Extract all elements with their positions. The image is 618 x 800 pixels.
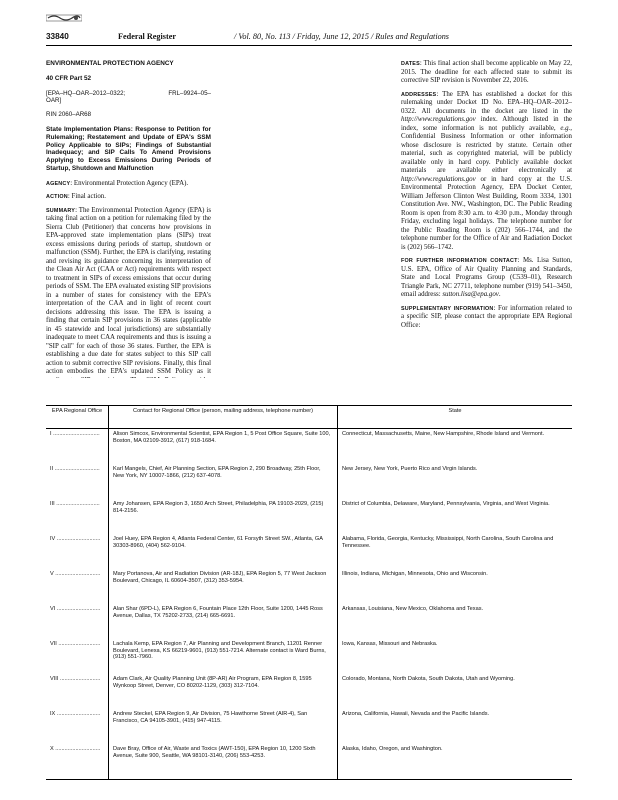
region-cell: I ..............................	[50, 431, 100, 437]
contact-label: FOR FURTHER INFORMATION CONTACT	[401, 258, 518, 264]
federal-register-logo	[46, 12, 82, 24]
contact-cell: Lachala Kemp, EPA Region 7, Air Planning and Development Branch, 11201 Renner Boulevard, Lenexa, KS 66219-9601, (913) 551-7214. Alternate contact is Ward Burns, (913) 551-7960.	[109, 639, 338, 674]
page-number: 33840	[46, 32, 69, 41]
state-cell: District of Columbia, Delaware, Maryland, Pennsylvania, Virginia, and West Virginia.	[338, 499, 573, 534]
table-row	[46, 499, 572, 534]
addresses-text-4: or in hard copy at the U.S. Environmental Protection Agency, EPA Docket Center, William Jefferson Clinton West Building, Room 3334, 1301 Constitution Ave. NW., Washington, DC. The Public Reading Room is open from 8:30 a.m. to 4:30 p.m., Monday through Friday, excluding legal holidays. The telephone number for the Public Reading Room is (202) 566–1744, and the telephone number for the Office of Air and Radiation Docket is (202) 566–1742.	[401, 175, 572, 251]
agency-label: AGENCY	[46, 180, 71, 187]
region-cell: X .............................	[46, 744, 109, 780]
table-row	[46, 674, 572, 709]
state-cell: Arkansas, Louisiana, New Mexico, Oklahoma and Texas.	[338, 604, 573, 639]
table-row	[46, 744, 572, 780]
region-cell: VI ............................	[50, 606, 101, 612]
frl-number: FRL–9924–05–	[168, 89, 211, 97]
publication-title: Federal Register	[118, 32, 176, 41]
dates-text: : This final action shall become applicable on May 22, 2015. The deadline for each affected state to submit its corrective SIP revision is November 22, 2016.	[401, 60, 572, 84]
contact-text: : Ms. Lisa Sutton, U.S. EPA, Office of Air Quality Planning and Standards, State and Local Programs Group (C539–01), Research Triangle Park, NC 27711, telephone number (919) 541–3450, email address:	[401, 257, 572, 298]
contact-cell: Alan Shar (6PD-L), EPA Region 6, Fountain Place 12th Floor, Suite 1200, 1445 Ross Avenue, Dallas, TX 75202-2733, (214) 665-6691.	[109, 604, 338, 639]
regional-office-table-wrapper	[46, 405, 572, 772]
state-cell: Connecticut, Massachusetts, Maine, New Hampshire, Rhode Island and Vermont.	[338, 429, 573, 465]
docket-id: [EPA–HQ–OAR–2012–0322;	[46, 89, 126, 97]
supplementary-text: : For information related to a specific SIP, please contact the appropriate EPA Regional Office:	[401, 304, 572, 329]
table-row	[46, 429, 572, 465]
supplementary-paragraph	[401, 305, 572, 331]
eg-abbrev: e.g.,	[560, 124, 572, 132]
summary-text: : The Environmental Protection Agency (EPA) is taking final action on a petition for rulemaking filed by the Sierra Club (Petitioner) that concerns how provisions in EPA-approved state implementation plans (SIPs) treat excess emissions during periods of startup, shutdown or malfunction (SSM). Further, the EPA is clarifying, restating and revising its guidance concerning its interpretation of the Clean Air Act (CAA or Act) requirements with respect to treatment in SIPs of excess emissions that occur during periods of SSM. The EPA evaluated existing SIP provisions in a number of states for consistency with the EPA's interpretation of the CAA and in light of recent court decisions addressing this issue. The EPA is issuing a finding that certain SIP provisions in 36 states (applicable in 45 statewide and local jurisdictions) are substantially inadequate to meet CAA requirements and thus is issuing a "SIP call" for each of those 36 states. Further, the EPA is establishing a due date for states subject to this SIP call action to submit corrective SIP revisions. Finally, this final action embodies the EPA's updated SSM Policy as it	[46, 206, 211, 376]
running-header	[46, 32, 572, 44]
contact-cell: Mary Portanova, Air and Radiation Division (AR-18J), EPA Region 5, 77 West Jackson Boulevard, Chicago, IL 60604-3507, (312) 353-5954.	[109, 569, 338, 604]
agency-heading: ENVIRONMENTAL PROTECTION AGENCY	[46, 60, 174, 67]
contact-cell: Andrew Steckel, EPA Region 9, Air Division, 75 Hawthorne Street (AIR-4), San Francisco, CA 94105-3901, (415) 947-4115.	[109, 709, 338, 744]
column-1	[46, 60, 211, 378]
header-contact: Contact for Regional Office (person, mailing address, telephone number)	[109, 406, 338, 429]
agency-paragraph	[46, 180, 211, 189]
region-cell: V .............................	[50, 571, 101, 577]
contact-email-link[interactable]: sutton.lisa@epa.gov	[442, 291, 499, 298]
contact-cell: Adam Clark, Air Quality Planning Unit (8P-AR) Air Program, EPA Region 8, 1595 Wynkoop Street, Denver, CO 80202-1129, (303) 312-7104.	[109, 674, 338, 709]
regulations-link[interactable]: http://www.regulations.gov	[401, 116, 476, 123]
contact-cell: Amy Johansen, EPA Region 3, 1650 Arch Street, Philadelphia, PA 19103-2029, (215) 814-2156.	[109, 499, 338, 534]
table-row	[46, 534, 572, 569]
region-cell: IV ............................	[50, 536, 101, 542]
dates-label: DATES	[401, 61, 420, 67]
action-paragraph	[46, 193, 211, 202]
addresses-label: ADDRESSES	[401, 91, 437, 98]
state-cell: Arizona, California, Hawaii, Nevada and the Pacific Islands.	[338, 709, 573, 744]
agency-text: : Environmental Protection Agency (EPA).	[70, 179, 189, 187]
regulations-link-2[interactable]: http://www.regulations.gov	[401, 175, 476, 183]
rin-number: RIN 2060–AR68	[46, 110, 92, 118]
cfr-part: 40 CFR Part 52	[46, 75, 92, 82]
table-row	[46, 639, 572, 674]
docket-identifier	[46, 90, 211, 105]
header-region: EPA Regional Office	[46, 406, 109, 429]
region-cell: III ............................	[50, 501, 100, 507]
addresses-text: : The EPA has established a docket for this rulemaking under Docket ID No. EPA–HQ–OAR–2012–0322. All documents in the docket are listed in the	[401, 90, 572, 115]
summary-paragraph	[46, 207, 211, 378]
state-cell: Colorado, Montana, North Dakota, South Dakota, Utah and Wyoming.	[338, 674, 573, 709]
region-cell: II .............................	[50, 466, 100, 472]
region-cell: VII ...........................	[50, 641, 101, 647]
summary-label: SUMMARY	[46, 207, 76, 214]
action-label: ACTION	[46, 194, 68, 201]
rule-subject: State Implementation Plans: Response to Petition for Rulemaking; Restatement and Update of EPA's SSM Policy Applicable to SIPs; Findings of Substantial Inadequacy; and SIP Calls To Amend Provisions Applying to Excess Emissions During Periods of Startup, Shutdown and Malfunction	[46, 126, 211, 172]
regional-office-table	[46, 405, 572, 780]
state-cell: New Jersey, New York, Puerto Rico and Virgin Islands.	[338, 464, 573, 499]
table-row	[46, 569, 572, 604]
state-cell: Alaska, Idaho, Oregon, and Washington.	[338, 744, 573, 780]
addresses-paragraph	[401, 91, 572, 253]
docket-oar: OAR]	[46, 97, 62, 104]
state-cell: Iowa, Kansas, Missouri and Nebraska.	[338, 639, 573, 674]
header-state: State	[338, 406, 573, 429]
header-rule	[46, 45, 572, 46]
state-cell: Illinois, Indiana, Michigan, Minnesota, Ohio and Wisconsin.	[338, 569, 573, 604]
state-cell: Alabama, Florida, Georgia, Kentucky, Mississippi, North Carolina, South Carolina and Tennessee.	[338, 534, 573, 569]
action-text: : Final action.	[67, 193, 106, 201]
contact-paragraph: FOR FURTHER INFORMATION CONTACT: Ms. Lisa Sutton, U.S. EPA, Office of Air Quality Planning and Standards, State and Local Programs Group (C539–01), Research Triangle Park, NC 27711, telephone number (919) 541–3450, email address: sutton.lisa@epa.gov.	[401, 257, 572, 298]
region-cell: VIII ..........................	[50, 676, 101, 682]
table-header-row	[46, 406, 572, 429]
issue-reference: / Vol. 80, No. 113 / Friday, June 12, 2015 / Rules and Regulations	[234, 32, 449, 41]
table-row	[46, 464, 572, 499]
addresses-text-3: Confidential Business Information or other information whose disclosure is restricted by statute. Certain other material, such as copyrighted material, will be publicly available only in hard copy. Publicly available docket materials are available either electronically at	[401, 133, 572, 174]
addresses-text-2: index. Although listed in the index, some information is not publicly available,	[401, 116, 572, 132]
column-3	[401, 60, 572, 378]
contact-cell: Karl Mangels, Chief, Air Planning Section, EPA Region 2, 290 Broadway, 25th Floor, New York, NY 10007-1866, (212) 637-4078.	[109, 464, 338, 499]
dates-paragraph	[401, 60, 572, 86]
contact-cell: Dave Bray, Office of Air, Waste and Toxics (AWT-150), EPA Region 10, 1200 Sixth Avenue, Suite 900, Seattle, WA 98101-3140, (206) 553-4253.	[109, 744, 338, 780]
contact-cell: Joel Huey, EPA Region 4, Atlanta Federal Center, 61 Forsyth Street SW., Atlanta, GA 30303-8960, (404) 562-9104.	[109, 534, 338, 569]
table-row	[46, 604, 572, 639]
column-2	[224, 60, 389, 378]
supplementary-label: SUPPLEMENTARY INFORMATION	[401, 305, 494, 312]
region-cell: IX ............................	[50, 711, 101, 717]
contact-cell: Alison Simcox, Environmental Scientist, EPA Region 1, 5 Post Office Square, Suite 100, Boston, MA 02109-3912, (617) 918-1684.	[109, 429, 338, 465]
table-body	[46, 429, 572, 780]
table-row	[46, 709, 572, 744]
